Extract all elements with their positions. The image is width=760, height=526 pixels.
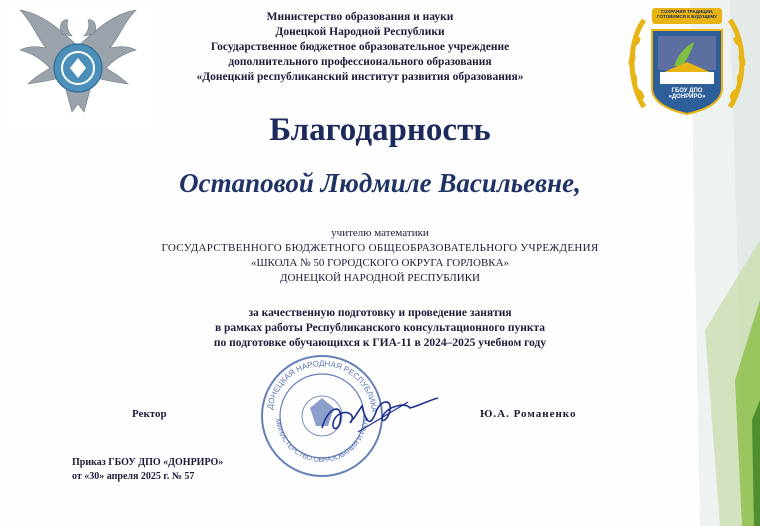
stamp-outer-text-2: МИНИСТЕРСТВО ОБРАЗОВАНИЯ И НАУК [274,417,371,465]
signatory-name: Ю.А. Романенко [480,408,577,420]
signatory-position: Ректор [132,408,167,420]
order-line: Приказ ГБОУ ДПО «ДОНРИРО» [72,457,224,468]
header-line: Министерство образования и науки [266,11,454,23]
role-line: ДОНЕЦКОЙ НАРОДНОЙ РЕСПУБЛИКИ [279,272,480,284]
role-line: ГОСУДАРСТВЕННОГО БЮДЖЕТНОГО ОБЩЕОБРАЗОВАТЕЛЬНОГО УЧРЕЖДЕНИЯ [161,242,599,254]
handwritten-signature [318,392,442,443]
reason-line: в рамках работы Республиканского консультационного пункта [214,322,546,334]
role-line: «ШКОЛА № 50 ГОРОДСКОГО ОКРУГА ГОРЛОВКА» [250,257,510,269]
issuer-header [160,10,560,85]
logo-top-text: СОХРАНЯЯ ТРАДИЦИИ, ГОТОВИМСЯ К БУДУЩЕМУ [657,9,717,19]
order-reference [72,456,223,484]
recipient-role [0,226,760,286]
header-line: Государственное бюджетное образовательное учреждение [210,41,510,53]
header-line: дополнительного профессионального образования [228,56,492,68]
reason-line: по подготовке обучающихся к ГИА-11 в 2024–2025 учебном году [213,337,547,349]
header-line: Донецкой Народной Республики [275,26,445,38]
reason-line: за качественную подготовку и проведение занятия [248,307,512,319]
recipient-name: Остаповой Людмиле Васильевне, [179,168,581,198]
header-line: «Донецкий республиканский институт развития образования» [196,71,524,83]
logo-bottom-text: ГБОУ ДПО «ДОНРИРО» [668,88,706,100]
document-title: Благодарность [269,112,491,148]
order-line: от «30» апреля 2025 г. № 57 [72,471,195,482]
stamp-outer-text: ДОНЕЦКАЯ НАРОДНАЯ РЕСПУБЛИКА [265,358,379,413]
award-reason [0,306,760,351]
role-line: учителю математики [331,227,429,239]
